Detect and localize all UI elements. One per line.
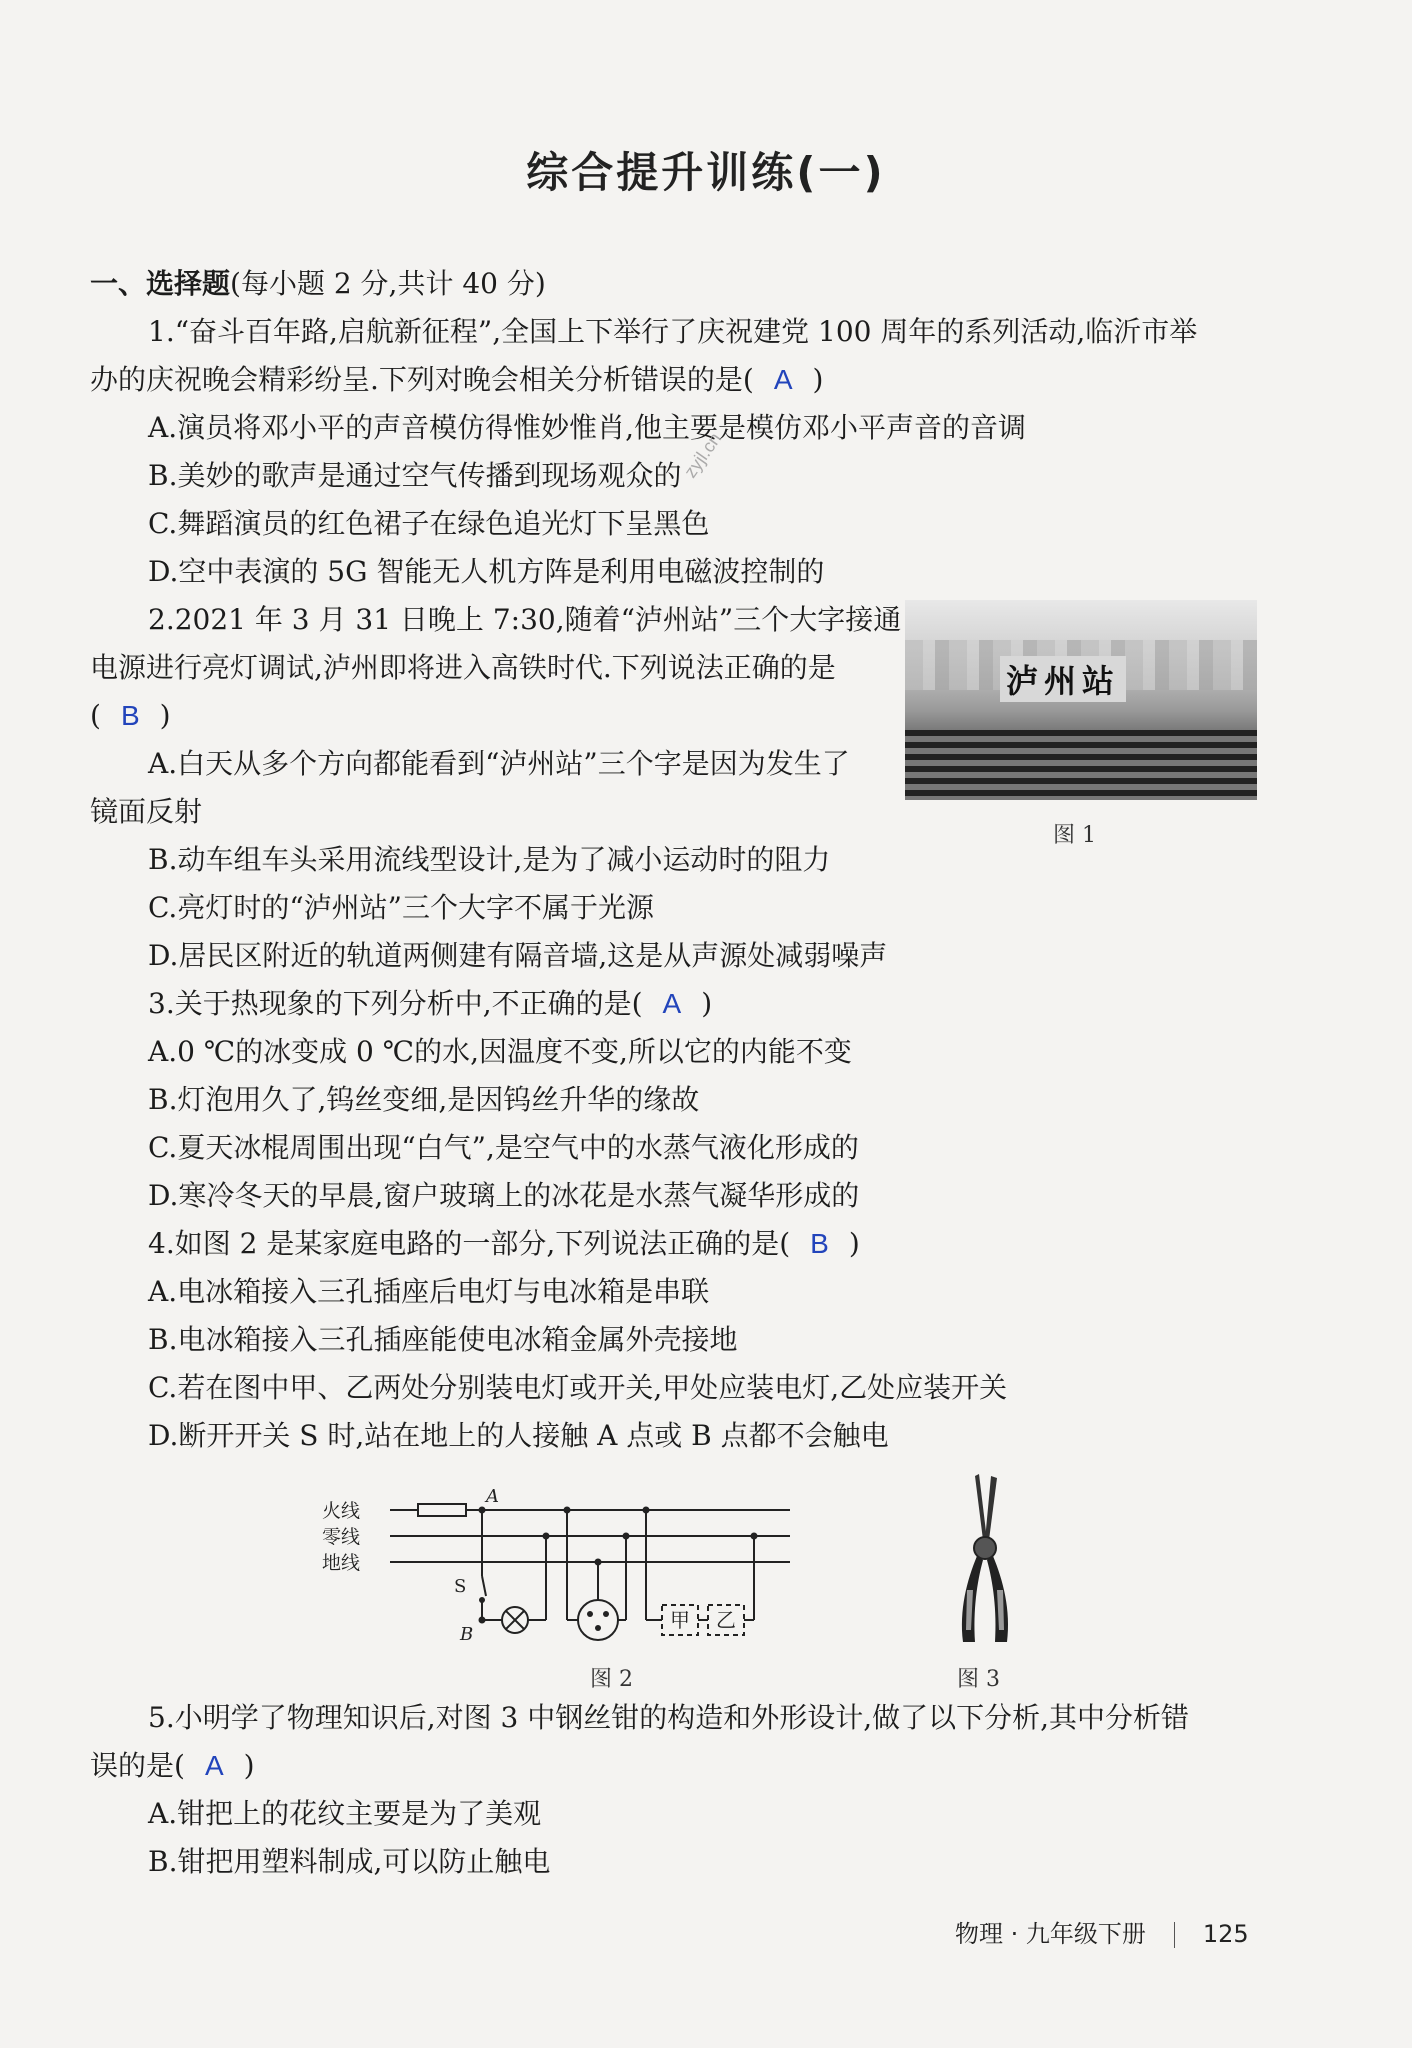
section-heading-label: 一、选择题 bbox=[90, 267, 231, 300]
q4-close: ) bbox=[848, 1227, 860, 1260]
q2-option-b: B.动车组车头采用流线型设计,是为了减小运动时的阻力 bbox=[148, 843, 831, 876]
q2-close: ) bbox=[159, 699, 171, 732]
q3-close: ) bbox=[701, 987, 713, 1020]
q3-answer: A bbox=[662, 988, 682, 1019]
q3-option-b: B.灯泡用久了,钨丝变细,是因钨丝升华的缘故 bbox=[148, 1083, 700, 1116]
q5-stem-text: 误的是( bbox=[90, 1749, 185, 1782]
station-photo bbox=[905, 600, 1257, 800]
q5-option-b: B.钳把用塑料制成,可以防止触电 bbox=[148, 1845, 551, 1878]
q2-option-a-line2: 镜面反射 bbox=[90, 795, 203, 828]
q2-option-a-line1: A.白天从多个方向都能看到“泸州站”三个字是因为发生了 bbox=[148, 747, 850, 780]
q4-option-d: D.断开开关 S 时,站在地上的人接触 A 点或 B 点都不会触电 bbox=[148, 1419, 889, 1452]
book-title: 物理 · 九年级下册 bbox=[955, 1920, 1146, 1948]
figure-1-caption: 图 1 bbox=[1053, 823, 1096, 848]
q5-option-a: A.钳把上的花纹主要是为了美观 bbox=[148, 1797, 542, 1830]
q3-option-c: C.夏天冰棍周围出现“白气”,是空气中的水蒸气液化形成的 bbox=[148, 1131, 859, 1164]
q2-open: ( bbox=[90, 699, 101, 732]
q4-option-a: A.电冰箱接入三孔插座后电灯与电冰箱是串联 bbox=[148, 1275, 710, 1308]
page-title: 综合提升训练(一) bbox=[526, 148, 886, 197]
q2-answer-line bbox=[90, 698, 171, 734]
q2-answer: B bbox=[120, 700, 140, 731]
station-sign: 泸州站 bbox=[1000, 656, 1126, 702]
q5-answer: A bbox=[204, 1750, 224, 1781]
circuit-diagram bbox=[310, 1480, 810, 1660]
q2-stem-line1: 2.2021 年 3 月 31 日晚上 7:30,随着“泸州站”三个大字接通 bbox=[148, 603, 902, 636]
footer-divider bbox=[1174, 1922, 1175, 1948]
q4-option-c: C.若在图中甲、乙两处分别装电灯或开关,甲处应装电灯,乙处应装开关 bbox=[148, 1371, 1008, 1404]
q4-option-b: B.电冰箱接入三孔插座能使电冰箱金属外壳接地 bbox=[148, 1323, 738, 1356]
q4-stem-text: 4.如图 2 是某家庭电路的一部分,下列说法正确的是( bbox=[148, 1227, 791, 1260]
q2-option-d: D.居民区附近的轨道两侧建有隔音墙,这是从声源处减弱噪声 bbox=[148, 939, 888, 972]
q1-option-a: A.演员将邓小平的声音模仿得惟妙惟肖,他主要是模仿邓小平声音的音调 bbox=[148, 411, 1027, 444]
q1-stem-line2 bbox=[90, 362, 823, 398]
label-neutral-wire: 零线 bbox=[322, 1526, 361, 1548]
label-switch-s: S bbox=[454, 1576, 467, 1597]
page-footer bbox=[955, 1914, 1249, 1949]
q5-close: ) bbox=[243, 1749, 255, 1782]
photo-roof bbox=[905, 730, 1257, 800]
label-jia: 甲 bbox=[670, 1608, 690, 1632]
q3-option-a: A.0 ℃的冰变成 0 ℃的水,因温度不变,所以它的内能不变 bbox=[148, 1035, 852, 1068]
q2-stem-line2: 电源进行亮灯调试,泸州即将进入高铁时代.下列说法正确的是 bbox=[90, 651, 836, 684]
label-point-b: B bbox=[460, 1624, 474, 1645]
q1-stem-line1: 1.“奋斗百年路,启航新征程”,全国上下举行了庆祝建党 100 周年的系列活动,临沂市举 bbox=[148, 315, 1198, 348]
q4-answer: B bbox=[810, 1228, 829, 1259]
watermark: zyjl.cn bbox=[680, 428, 726, 482]
q3-option-d: D.寒冷冬天的早晨,窗户玻璃上的冰花是水蒸气凝华形成的 bbox=[148, 1179, 860, 1212]
figure-2-caption: 图 2 bbox=[590, 1667, 633, 1692]
q1-close: ) bbox=[812, 363, 824, 396]
q3-stem-text: 3.关于热现象的下列分析中,不正确的是( bbox=[148, 987, 643, 1020]
q3-stem bbox=[148, 986, 712, 1022]
q1-option-c: C.舞蹈演员的红色裙子在绿色追光灯下呈黑色 bbox=[148, 507, 710, 540]
q1-option-d: D.空中表演的 5G 智能无人机方阵是利用电磁波控制的 bbox=[148, 555, 825, 588]
label-point-a: A bbox=[486, 1486, 499, 1507]
q1-stem-text: 办的庆祝晚会精彩纷呈.下列对晚会相关分析错误的是( bbox=[90, 363, 754, 396]
q5-stem-line1: 5.小明学了物理知识后,对图 3 中钢丝钳的构造和外形设计,做了以下分析,其中分析错 bbox=[148, 1701, 1190, 1734]
q4-stem bbox=[148, 1226, 860, 1262]
label-yi: 乙 bbox=[716, 1608, 736, 1632]
q1-answer: A bbox=[773, 364, 793, 395]
section-heading bbox=[90, 266, 546, 302]
q1-option-b: B.美妙的歌声是通过空气传播到现场观众的 bbox=[148, 459, 682, 492]
q5-stem-line2 bbox=[90, 1748, 255, 1784]
figure-3-caption: 图 3 bbox=[957, 1667, 1000, 1692]
label-live-wire: 火线 bbox=[322, 1500, 361, 1522]
section-heading-note: (每小题 2 分,共计 40 分) bbox=[230, 267, 546, 300]
q2-option-c: C.亮灯时的“泸州站”三个大字不属于光源 bbox=[148, 891, 654, 924]
pliers-figure bbox=[945, 1470, 1025, 1650]
label-ground-wire: 地线 bbox=[322, 1552, 361, 1574]
page-number: 125 bbox=[1202, 1920, 1249, 1948]
